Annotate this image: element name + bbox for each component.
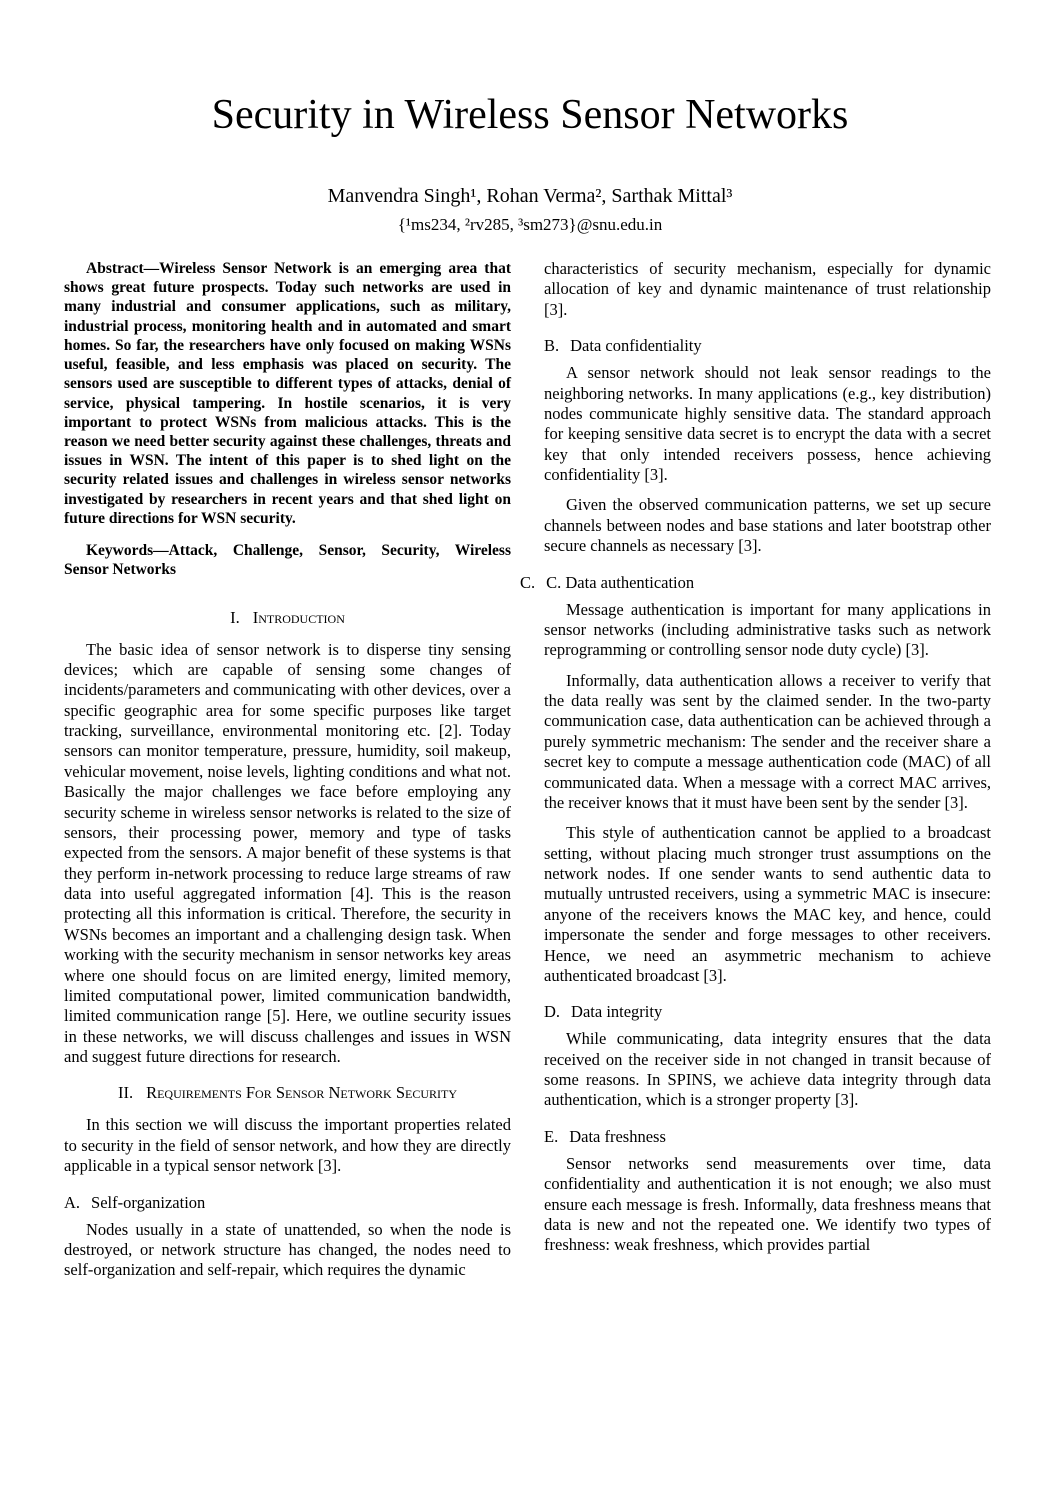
subsection-letter: C. xyxy=(520,572,536,592)
introduction-paragraph: The basic idea of sensor network is to disperse tiny sensing devices; which are capable of sensing some changes of incidents/parameters and communicating with other devices, over a specific geographic area for some specific purposes like target tracking, surveillance, environmental monitoring etc. [2]. Today sensors can monitor temperature, pressure, humidity, soil makeup, vehicular movement, noise levels, lighting conditions and what not. Basically the major challenges we face before employing any security scheme in wireless sensor networks is related to the size of sensors, their processing power, memory and type of tasks expected from the sensors. A major benefit of these systems is that they perform in-network processing to reduce large streams of raw data into useful aggregated information [4]. This is the reason protecting all this information is critical. Therefore, the security in WSNs becomes an important and a challenging design task. When working with the security mechanism in sensor networks key areas where one should focus on are limited energy, limited memory, limited computational power, limited communication bandwidth, limited communication range [5]. Here, we outline security issues in these networks, we will discuss challenges and issues in WSN and suggest future directions for research. xyxy=(64,639,511,1067)
subsection-title: C. Data authentication xyxy=(546,572,695,592)
data-confidentiality-paragraph-1: A sensor network should not leak sensor readings to the neighboring networks. In many applications (e.g., key distribution) nodes communicate highly sensitive data. The standard approach for keeping sensitive data secret is to encrypt the data with a secret key that only intended receivers possess, hence achieving confidentiality [3]. xyxy=(544,363,991,485)
subsection-heading-self-organization xyxy=(64,1193,511,1213)
paper-header xyxy=(64,92,996,235)
subsection-title: Data freshness xyxy=(569,1126,666,1146)
section-heading-introduction xyxy=(64,608,511,628)
left-column xyxy=(64,259,511,1291)
subsection-title: Self-organization xyxy=(91,1192,206,1212)
subsection-title: Data integrity xyxy=(571,1002,663,1022)
data-authentication-paragraph-2: Informally, data authentication allows a receiver to verify that the data really was sent by the claimed sender. In the two-party communication case, data authentication can be achieved through a purely symmetric mechanism: The sender and the receiver share a secret key to compute a message authentication code (MAC) of all communicated data. When a message with a correct MAC arrives, the receiver knows that it must have been sent by the sender [3]. xyxy=(544,670,991,812)
section-number: I. xyxy=(230,607,240,627)
self-organization-paragraph-continued: characteristics of security mechanism, especially for dynamic allocation of key and dynamic maintenance of trust relationship [3]. xyxy=(544,259,991,319)
data-authentication-paragraph-1: Message authentication is important for many applications in sensor networks (including administrative tasks such as network reprogramming or controlling sensor node duty cycle) [3]. xyxy=(544,599,991,660)
subsection-letter: D. xyxy=(544,1002,561,1022)
self-organization-paragraph: Nodes usually in a state of unattended, so when the node is destroyed, or network structure has changed, the nodes need to self-organization and self-repair, which requires the dynamic xyxy=(64,1219,511,1280)
subsection-heading-data-confidentiality xyxy=(544,336,991,356)
section-number: II. xyxy=(117,1083,134,1103)
keywords-paragraph: Keywords—Attack, Challenge, Sensor, Security, Wireless Sensor Networks xyxy=(64,542,511,579)
section-title: Introduction xyxy=(252,607,345,627)
authors-line: Manvendra Singh¹, Rohan Verma², Sarthak Mittal³ xyxy=(327,185,733,208)
data-confidentiality-paragraph-2: Given the observed communication patterns, we set up secure channels between nodes and base stations and later bootstrap other secure channels as necessary [3]. xyxy=(544,495,991,556)
right-column xyxy=(520,259,991,1266)
requirements-intro-paragraph: In this section we will discuss the important properties related to security in the field of sensor network, and how they are directly applicable in a typical sensor network [3]. xyxy=(64,1115,511,1176)
subsection-title: Data confidentiality xyxy=(570,336,702,356)
subsection-heading-data-authentication xyxy=(520,572,991,593)
subsection-letter: E. xyxy=(544,1126,559,1146)
emails-line: {¹ms234, ²rv285, ³sm273}@snu.edu.in xyxy=(397,215,663,235)
subsection-heading-data-integrity xyxy=(544,1002,991,1022)
abstract-paragraph: Abstract—Wireless Sensor Network is an emerging area that shows great future prospects. Today such networks are used in many industrial and consumer applications, such as military, industrial process, monitoring health and in automated and smart homes. So far, the researchers have only focused on making WSNs useful, feasible, and less emphasis was placed on security. The sensors used are susceptible to different types of attacks, denial of service, physical tampering. In hostile scenarios, it is very important to protect WSNs from malicious attacks. This is the reason we need better security against these challenges, threats and issues in WSN. The intent of this paper is to shed light on the security related issues and challenges in wireless sensor networks investigated by researchers in recent years and that shed light on future directions for WSN security. xyxy=(64,260,511,527)
subsection-letter: B. xyxy=(544,336,560,356)
section-heading-requirements xyxy=(64,1083,511,1103)
two-column-body xyxy=(64,259,996,1291)
paper-title: Security in Wireless Sensor Networks xyxy=(211,92,849,138)
section-title: Requirements For Sensor Network Security xyxy=(146,1083,458,1103)
data-integrity-paragraph: While communicating, data integrity ensures that the data received on the receiver side in not changed in transit because of some reasons. In SPINS, we achieve data integrity through data authentication, which is a stronger property [3]. xyxy=(544,1029,991,1110)
subsection-letter: A. xyxy=(64,1192,81,1212)
data-authentication-paragraph-3: This style of authentication cannot be applied to a broadcast setting, without placing much stronger trust assumptions on the network nodes. If one sender wants to send authentic data to mutually untrusted receivers, using a symmetric MAC is insecure: anyone of the receivers knows the MAC key, and hence, could impersonate the sender and forge messages to other receivers. Hence, we need an asymmetric mechanism to achieve authenticated broadcast [3]. xyxy=(544,823,991,985)
data-freshness-paragraph: Sensor networks send measurements over time, data confidentiality and authentication it is not enough; we also must ensure each message is fresh. Informally, data freshness means that data is new and not the repeated one. We identify two types of freshness: weak freshness, which provides partial xyxy=(544,1153,991,1255)
subsection-heading-data-freshness xyxy=(544,1127,991,1147)
